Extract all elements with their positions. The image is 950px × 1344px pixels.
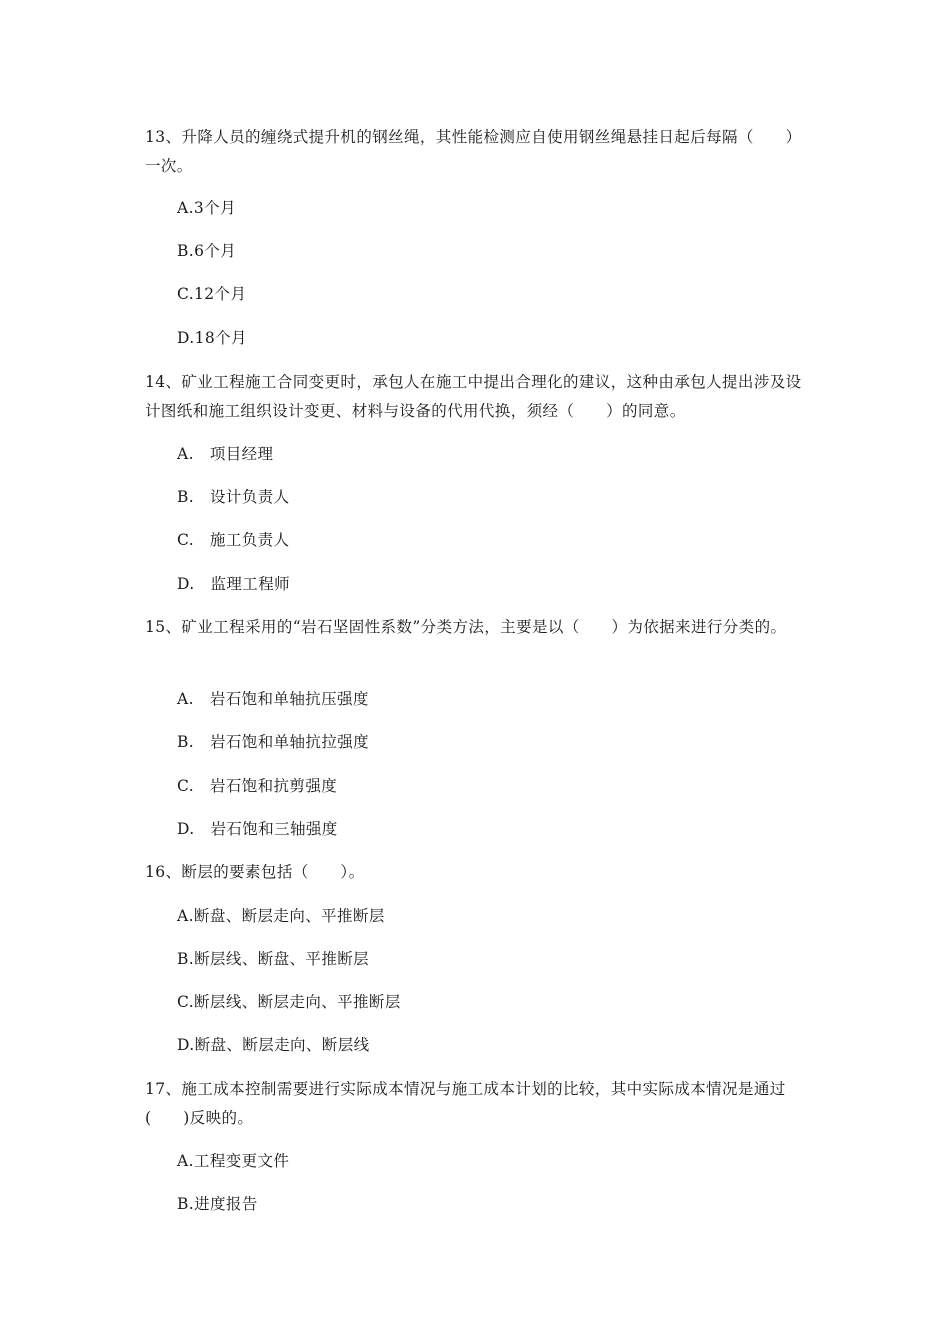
question-17-stem: 17、施工成本控制需要进行实际成本情况与施工成本计划的比较，其中实际成本情况是通过( )反映的。 bbox=[145, 1080, 786, 1127]
question-15-option-b: B. 岩石饱和单轴抗拉强度 bbox=[177, 733, 370, 751]
question-13-option-a: A.3个月 bbox=[177, 199, 236, 217]
question-13-option-d: D.18个月 bbox=[177, 329, 247, 347]
question-15-stem: 15、矿业工程采用的“岩石坚固性系数”分类方法，主要是以（ ）为依据来进行分类的。 bbox=[145, 618, 787, 636]
question-16-option-a: A.断盘、断层走向、平推断层 bbox=[177, 907, 385, 925]
question-13-option-b: B.6个月 bbox=[177, 242, 237, 260]
question-13-stem: 13、升降人员的缠绕式提升机的钢丝绳，其性能检测应自使用钢丝绳悬挂日起后每隔（ ）一次。 bbox=[145, 128, 802, 175]
question-14-option-c: C. 施工负责人 bbox=[177, 531, 290, 549]
question-16-option-c: C.断层线、断层走向、平推断层 bbox=[177, 993, 401, 1011]
question-17-option-b: B.进度报告 bbox=[177, 1195, 258, 1213]
question-14-option-b: B. 设计负责人 bbox=[177, 488, 290, 506]
question-14-stem: 14、矿业工程施工合同变更时，承包人在施工中提出合理化的建议，这种由承包人提出涉及设计图纸和施工组织设计变更、材料与设备的代用代换，须经（ ）的同意。 bbox=[145, 373, 802, 420]
question-16-stem: 16、断层的要素包括（ ）。 bbox=[145, 863, 365, 881]
question-14-option-a: A. 项目经理 bbox=[177, 445, 274, 463]
question-15-option-a: A. 岩石饱和单轴抗压强度 bbox=[177, 690, 369, 708]
question-15-option-c: C. 岩石饱和抗剪强度 bbox=[177, 777, 338, 795]
question-13-option-c: C.12个月 bbox=[177, 285, 247, 303]
question-16-option-b: B.断层线、断盘、平推断层 bbox=[177, 950, 370, 968]
question-16-option-d: D.断盘、断层走向、断层线 bbox=[177, 1036, 370, 1054]
question-15-option-d: D. 岩石饱和三轴强度 bbox=[177, 820, 338, 838]
question-14-option-d: D. 监理工程师 bbox=[177, 575, 291, 593]
question-17-option-a: A.工程变更文件 bbox=[177, 1152, 290, 1170]
